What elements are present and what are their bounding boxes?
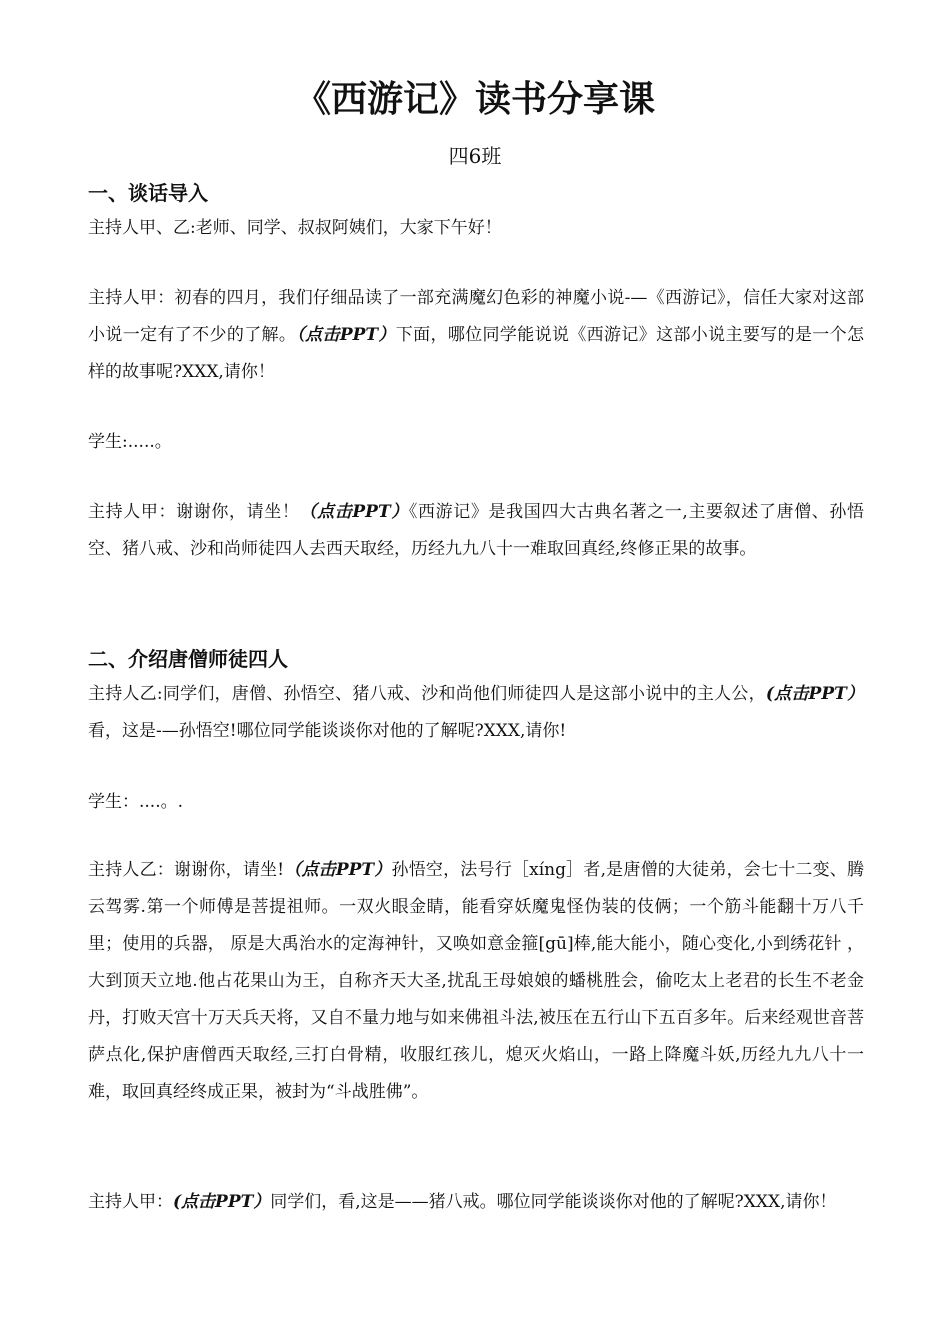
paragraph-host-b-intro <box>88 676 864 750</box>
paragraph-text: 主持人乙：谢谢你，请坐! <box>88 860 285 880</box>
section-heading-characters: 二、介绍唐僧师徒四人 <box>88 647 288 671</box>
paragraph-text: 主持人甲、乙:老师、同学、叔叔阿姨们，大家下午好！ <box>88 218 502 238</box>
paragraph-text: 看，这是-—孙悟空!哪位同学能谈谈你对他的了解呢?XXX,请你! <box>88 721 567 741</box>
paragraph-text: 同学们，看,这是——猪八戒。哪位同学能谈谈你对他的了解呢?XXX,请你！ <box>270 1192 837 1212</box>
paragraph-student-reply <box>88 424 864 461</box>
ppt-cue: (点击PPT） <box>173 1192 271 1212</box>
ppt-cue: （点击PPT） <box>284 860 392 880</box>
paragraph-text: 主持人甲： <box>88 1192 173 1212</box>
ppt-cue: （点击PPT） <box>296 325 396 345</box>
paragraph-host-a-intro <box>88 280 864 391</box>
paragraph-greeting <box>88 210 864 247</box>
paragraph-text: 主持人甲：谢谢你，请坐！ <box>88 502 300 522</box>
section-heading-intro: 一、谈话导入 <box>88 181 208 205</box>
paragraph-host-a-summary <box>88 494 864 568</box>
ppt-cue: (点击PPT） <box>765 684 864 704</box>
paragraph-text: 学生：....。. <box>88 792 184 812</box>
paragraph-zhu-bajie <box>88 1184 864 1221</box>
paragraph-text: 《西游记》是我国四大古典名著之一,主要叙述了唐僧、孙悟空、猪八戒、沙和尚师徒四人去西天取经，历经九九八十一难取回真经,终修正果的故事。 <box>88 502 864 559</box>
paragraph-text: 下面，哪位同学能说说《西游记》这部小说主要写的是一个怎样的故事呢?XXX,请你！ <box>88 325 865 382</box>
document-title: 《西游记》读书分享课 <box>294 79 655 120</box>
paragraph-sun-wukong <box>88 852 864 1111</box>
paragraph-student-reply-2 <box>88 784 864 821</box>
paragraph-text: 主持人甲：初春的四月，我们仔细品读了一部充满魔幻色彩的神魔小说-—《西游记》，信任大家对这部小说一定有了不少的了解。 <box>88 288 864 345</box>
paragraph-text: 主持人乙:同学们，唐僧、孙悟空、猪八戒、沙和尚他们师徒四人是这部小说中的主人公， <box>88 684 766 704</box>
ppt-cue: （点击PPT） <box>299 502 409 522</box>
class-name: 四6班 <box>448 144 502 168</box>
paragraph-text: 学生:.....。 <box>88 432 172 452</box>
paragraph-text: 孙悟空，法号行［xíng］者,是唐僧的大徒弟，会七十二变、腾云驾雾.第一个师傅是菩提祖师。一双火眼金睛，能看穿妖魔鬼怪伪装的伎俩；一个筋斗能翻十万八千里；使用的兵器， 原是大禹治水的定海神针，又唤如意金箍[gū]棒,能大能小，随心变化,小到绣花针 ，大到顶天立地.他占花果山为王，自称齐天大圣,扰乱王母娘娘的蟠桃胜会，偷吃太上老君的长生不老金丹，打败天宫十万天兵天将，又自不量力地与如来佛祖斗法,被压在五行山下五百多年。后来经观世音菩萨点化,保护唐僧西天取经,三打白骨精，收服红孩儿，熄灭火焰山，一路上降魔斗妖,历经九九八十一难，取回真经终成正果，被封为“斗战胜佛”。 <box>88 860 865 1102</box>
